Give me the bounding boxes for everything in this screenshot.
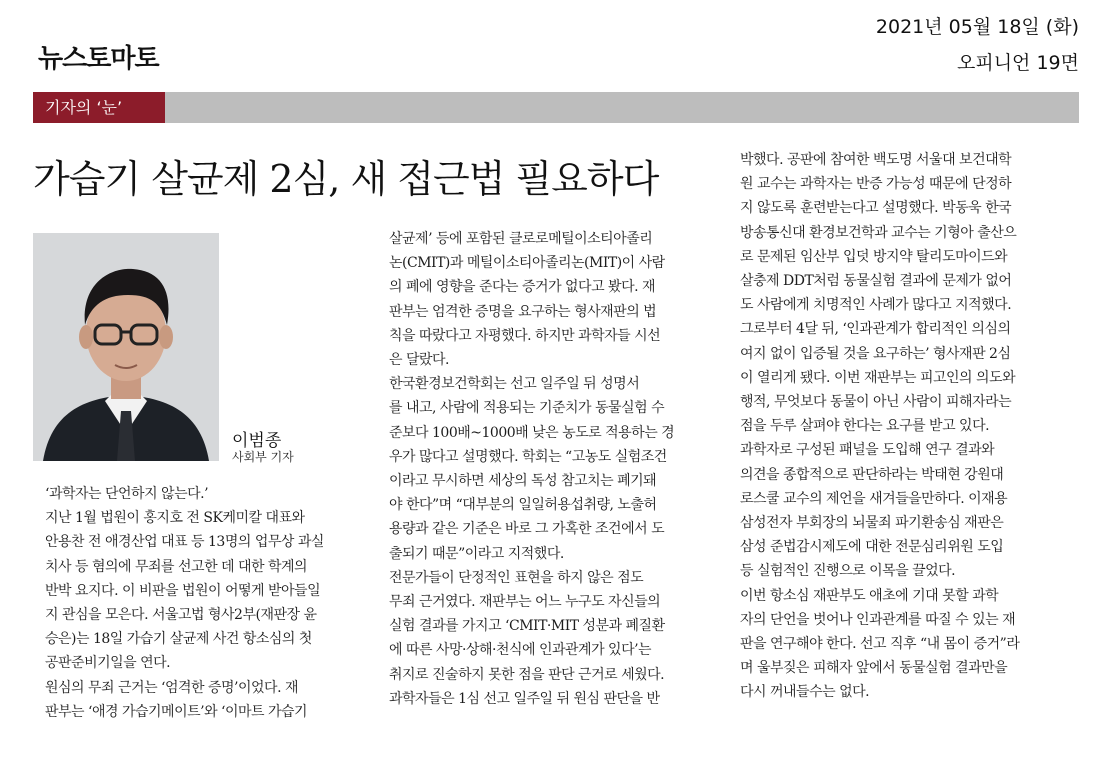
body-line: 과학자로 구성된 패널을 도입해 연구 결과와 bbox=[740, 442, 995, 459]
body-line: 의 폐에 영향을 준다는 증거가 없다고 봤다. 재 bbox=[389, 279, 656, 296]
body-line: 도 사람에게 치명적인 사례가 많다고 지적했다. bbox=[740, 297, 1012, 314]
body-line: 판부는 ‘애경 가습기메이트’와 ‘이마트 가습기 bbox=[45, 703, 308, 720]
body-line: 며 울부짖은 피해자 앞에서 동물실험 결과만을 bbox=[740, 660, 1008, 677]
reporter-portrait-image bbox=[33, 233, 219, 461]
body-line: 삼성전자 부회장의 뇌물죄 파기환송심 재판은 bbox=[740, 515, 1004, 532]
body-line: ‘과학자는 단언하지 않는다.’ bbox=[45, 486, 209, 502]
body-line: 과학자들은 1심 선고 일주일 뒤 원심 판단을 반 bbox=[389, 690, 660, 707]
reporter-photo bbox=[33, 233, 219, 461]
article-column-2 bbox=[389, 227, 674, 711]
body-line: 로스쿨 교수의 제언을 새겨들을만하다. 이재용 bbox=[740, 490, 1008, 507]
body-line: 여지 없이 입증될 것을 요구하는’ 형사재판 2심 bbox=[740, 345, 1011, 362]
section-bar bbox=[33, 92, 1079, 123]
body-line: 안용찬 전 애경산업 대표 등 13명의 업무상 과실 bbox=[45, 534, 324, 551]
body-line: 판부는 엄격한 증명을 요구하는 형사재판의 법 bbox=[389, 303, 657, 320]
body-line: 은 달랐다. bbox=[389, 352, 449, 369]
body-line: 전문가들이 단정적인 표현을 하지 않은 점도 bbox=[389, 569, 644, 586]
body-line: 칙을 따랐다고 자평했다. 하지만 과학자들 시선 bbox=[389, 327, 661, 344]
body-line: 박했다. 공판에 참여한 백도명 서울대 보건대학 bbox=[740, 152, 1012, 168]
body-line: 로 문제된 임산부 입덧 방지약 탈리도마이드와 bbox=[740, 248, 1008, 265]
masthead-logo: 뉴스토마토 bbox=[38, 44, 159, 74]
body-line: 이 열리게 됐다. 이번 재판부는 피고인의 의도와 bbox=[740, 369, 1016, 386]
body-line: 를 내고, 사람에 적용되는 기준치가 동물실험 수 bbox=[389, 400, 665, 417]
body-line: 논(CMIT)과 메틸이소티아졸리논(MIT)이 사람 bbox=[389, 255, 665, 272]
body-line: 지난 1월 법원이 홍지호 전 SK케미칼 대표와 bbox=[45, 510, 305, 527]
body-line: 반박 요지다. 이 비판을 법원이 어떻게 받아들일 bbox=[45, 582, 321, 599]
reporter-department: 사회부 기자 bbox=[232, 450, 294, 464]
body-line: 이번 항소심 재판부도 애초에 기대 못할 과학 bbox=[740, 587, 999, 604]
reporter-name: 이범종 bbox=[232, 431, 282, 451]
article-column-1 bbox=[45, 482, 324, 724]
body-line: 취지로 진술하지 못한 점을 판단 근거로 세웠다. bbox=[389, 666, 665, 683]
page-section-info: 오피니언 19면 bbox=[957, 52, 1079, 74]
body-line: 지 관심을 모은다. 서울고법 형사2부(재판장 윤 bbox=[45, 607, 317, 624]
section-label: 기자의 ‘눈’ bbox=[33, 92, 165, 123]
body-line: 점을 두루 살펴야 한다는 요구를 받고 있다. bbox=[740, 418, 990, 435]
body-line: 방송통신대 환경보건학과 교수는 기형아 출산으 bbox=[740, 224, 1017, 241]
publication-date: 2021년 05월 18일 (화) bbox=[875, 16, 1079, 38]
body-line: 한국환경보건학회는 선고 일주일 뒤 성명서 bbox=[389, 376, 640, 393]
body-line: 살균제’ 등에 포함된 클로로메틸이소티아졸리 bbox=[389, 231, 653, 247]
body-line: 출되기 때문”이라고 지적했다. bbox=[389, 545, 564, 562]
body-line: 이라고 무시하면 세상의 독성 참고치는 폐기돼 bbox=[389, 473, 657, 490]
body-line: 에 따른 사망·상해·천식에 인과관계가 있다’는 bbox=[389, 642, 652, 659]
body-line: 야 한다”며 “대부분의 일일허용섭취량, 노출허 bbox=[389, 497, 657, 514]
body-line: 그로부터 4달 뒤, ‘인과관계가 합리적인 의심의 bbox=[740, 321, 1011, 338]
body-line: 행적, 무엇보다 동물이 아닌 사람이 피해자라는 bbox=[740, 394, 1012, 411]
body-line: 원심의 무죄 근거는 ‘엄격한 증명’이었다. 재 bbox=[45, 679, 299, 696]
body-line: 등 실험적인 진행으로 이목을 끌었다. bbox=[740, 563, 956, 580]
article-headline: 가습기 살균제 2심, 새 접근법 필요하다 bbox=[33, 157, 659, 201]
article-column-3 bbox=[740, 148, 1019, 705]
body-line: 원 교수는 과학자는 반증 가능성 때문에 단정하 bbox=[740, 176, 1012, 193]
body-line: 삼성 준법감시제도에 대한 전문심리위원 도입 bbox=[740, 539, 1004, 556]
body-line: 공판준비기일을 연다. bbox=[45, 655, 171, 672]
body-line: 살충제 DDT처럼 동물실험 결과에 문제가 없어 bbox=[740, 273, 1012, 290]
body-line: 의견을 종합적으로 판단하라는 박태현 강원대 bbox=[740, 466, 1004, 483]
body-line: 판을 연구해야 한다. 선고 직후 “내 몸이 증거”라 bbox=[740, 636, 1020, 653]
body-line: 무죄 근거였다. 재판부는 어느 누구도 자신들의 bbox=[389, 594, 661, 611]
body-line: 치사 등 혐의에 무죄를 선고한 데 대한 학계의 bbox=[45, 558, 308, 575]
body-line: 용량과 같은 기준은 바로 그 가혹한 조건에서 도 bbox=[389, 521, 665, 538]
body-line: 다시 꺼내들수는 없다. bbox=[740, 684, 870, 701]
body-line: 자의 단언을 벗어나 인과관계를 따질 수 있는 재 bbox=[740, 611, 1016, 628]
body-line: 지 않도록 훈련받는다고 설명했다. 박동욱 한국 bbox=[740, 200, 1012, 217]
body-line: 승은)는 18일 가습기 살균제 사건 항소심의 첫 bbox=[45, 631, 312, 648]
body-line: 준보다 100배~1000배 낮은 농도로 적용하는 경 bbox=[389, 424, 675, 441]
body-line: 우가 많다고 설명했다. 학회는 “고농도 실험조건 bbox=[389, 448, 667, 465]
body-line: 실험 결과를 가지고 ‘CMIT·MIT 성분과 폐질환 bbox=[389, 618, 665, 635]
